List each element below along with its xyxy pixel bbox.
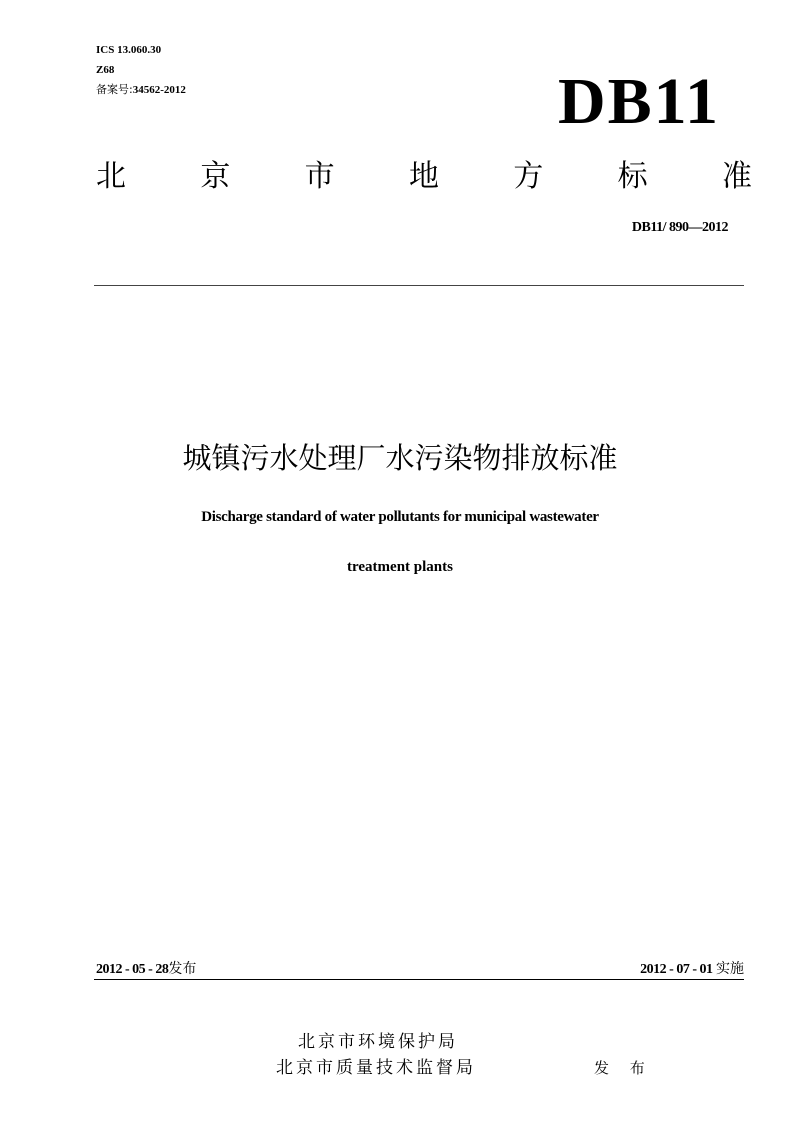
title-english-line-2: treatment plants [347,559,453,575]
issue-date-label: 发布 [168,961,197,977]
issuer-org-1: 北京市环境保护局 [298,1032,458,1052]
implementation-date-value: 2012 - 07 - 01 [640,962,713,977]
bottom-divider [94,979,744,980]
record-number-label: 备案号: [96,83,133,96]
local-standard-char: 北 [96,159,126,194]
local-standard-heading [96,157,752,197]
title-english-line-1: Discharge standard of water pollutants for municipal wastewater [201,509,599,525]
local-standard-char: 准 [721,159,752,194]
implementation-date-label: 实施 [716,961,744,977]
top-divider [94,285,744,286]
record-number-value: 34562-2012 [132,84,186,96]
publish-label: 发 布 [594,1059,653,1077]
local-standard-char: 地 [408,159,439,194]
local-standard-char: 市 [304,159,335,194]
standard-number: DB11/ 890—2012 [631,220,728,235]
issue-date-value: 2012 - 05 - 28 [96,962,169,977]
standard-code-logo: DB11 [557,65,720,138]
title-chinese: 城镇污水处理厂水污染物排放标准 [182,441,618,475]
issuer-org-2: 北京市质量技术监督局 [276,1058,476,1078]
issue-date [96,958,196,981]
ccs-code: Z68 [96,64,115,76]
record-number [96,82,186,98]
local-standard-char: 标 [617,159,648,194]
local-standard-char: 京 [200,159,231,194]
ics-code: ICS 13.060.30 [96,44,162,56]
implementation-date [640,958,744,981]
local-standard-char: 方 [513,159,544,194]
